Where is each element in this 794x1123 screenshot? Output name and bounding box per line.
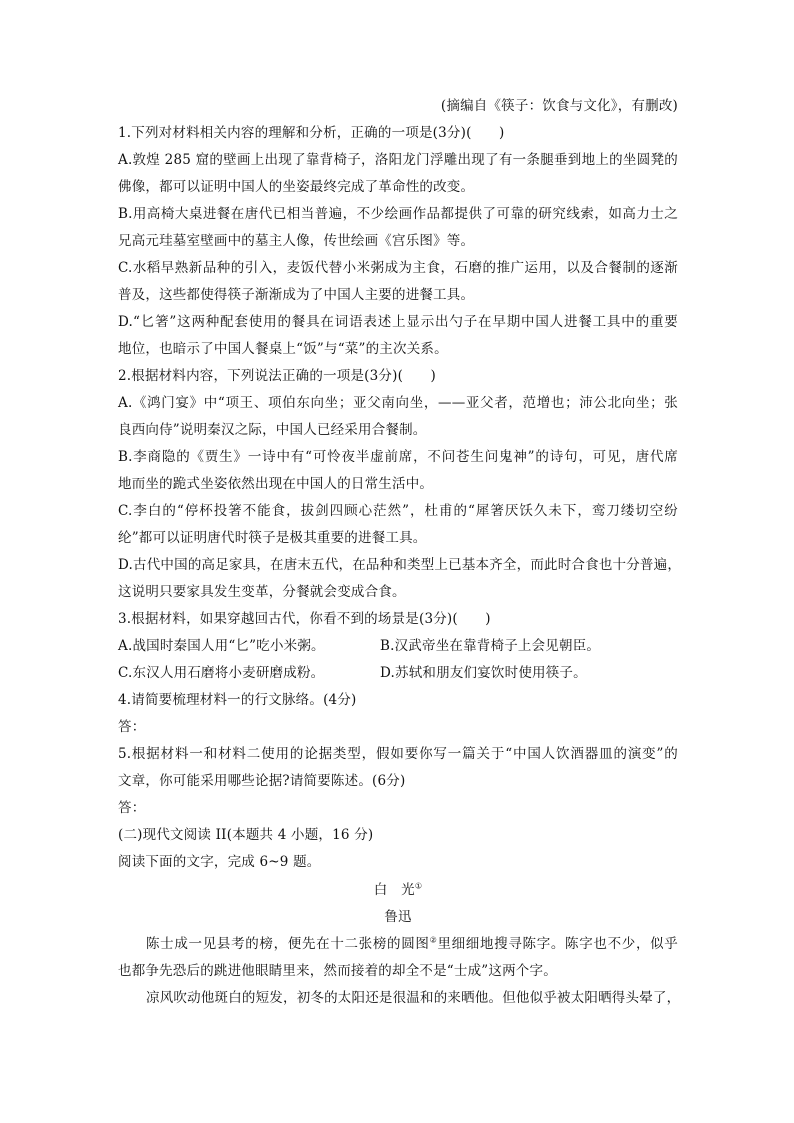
footnote-marker: ② [429, 935, 438, 945]
question-5-answer-label: 答： [118, 800, 146, 816]
story-title [118, 880, 678, 900]
question-4-stem: 4.请简要梳理材料一的行文脉络。(4分) [118, 692, 357, 708]
story-title-text: 白 光 [373, 882, 415, 898]
story-paragraph-2-line-1: 凉风吹动他斑白的短发，初冬的太阳还是很温和的来晒他。但他似乎被太阳晒得头晕了， [146, 990, 681, 1006]
question-4-answer-label: 答： [118, 719, 146, 735]
question-1-option-c: C.水稻早熟新品种的引入，麦饭代替小米粥成为主食，石磨的推广运用，以及合餐制的逐渐 [118, 260, 678, 276]
question-2-option-d-cont: 这说明只要家具发生变革，分餐就会变成合食。 [118, 584, 406, 600]
question-5-stem-cont: 文章，你可能采用哪些论据?请简要陈述。(6分) [118, 773, 406, 789]
question-1-option-b-cont: 兄高元珪墓室壁画中的墓主人像，传世绘画《宫乐图》等。 [118, 233, 475, 249]
question-2-option-d: D.古代中国的高足家具，在唐末五代，在品种和类型上已基本齐全，而此时合食也十分普遍， [118, 557, 682, 573]
question-2-option-c-cont: 纶”都可以证明唐代时筷子是极其重要的进餐工具。 [118, 530, 427, 546]
question-5-stem: 5.根据材料一和材料二使用的论据类型，假如要你写一篇关于“中国人饮酒器皿的演变”的 [118, 746, 678, 762]
story-text: 里细细地搜寻陈字。陈字也不少，似乎 [437, 936, 678, 952]
story-author: 鲁迅 [384, 909, 412, 925]
question-2-option-c: C.李白的“停杯投箸不能食，拔剑四顾心茫然”，杜甫的“犀箸厌饫久未下，鸾刀缕切空纷 [118, 503, 678, 519]
question-1-option-a: A.敦煌 285 窟的壁画上出现了靠背椅子，洛阳龙门浮雕出现了有一条腿垂到地上的坐圆凳的 [118, 152, 678, 168]
section-heading: (二)现代文阅读 II(本题共 4 小题，16 分) [118, 827, 374, 843]
question-1-option-b: B.用高椅大桌进餐在唐代已相当普遍，不少绘画作品都提供了可靠的研究线索，如高力士之 [118, 206, 678, 222]
story-text: 陈士成一见县考的榜，便先在十二张榜的圆图 [146, 936, 430, 952]
question-2-option-b-cont: 地而坐的跪式坐姿依然出现在中国人的日常生活中。 [118, 476, 434, 492]
story-paragraph-1-line-1 [146, 934, 678, 954]
question-1-option-c-cont: 普及，这些都使得筷子渐渐成为了中国人主要的进餐工具。 [118, 287, 475, 303]
question-3-stem: 3.根据材料，如果穿越回古代，你看不到的场景是(3分)( ) [118, 611, 491, 627]
story-paragraph-1-line-2: 也都争先恐后的跳进他眼睛里来，然而接着的却全不是“士成”这两个字。 [118, 963, 557, 979]
question-1-stem: 1.下列对材料相关内容的理解和分析，正确的一项是(3分)( ) [118, 125, 505, 141]
title-footnote-marker: ① [414, 881, 423, 891]
question-1-option-d-cont: 地位，也暗示了中国人餐桌上“饭”与“菜”的主次关系。 [118, 341, 448, 357]
question-3-option-a: A.战国时秦国人用“匕”吃小米粥。 [118, 638, 325, 654]
question-2-stem: 2.根据材料内容，下列说法正确的一项是(3分)( ) [118, 368, 436, 384]
section-instruction: 阅读下面的文字，完成 6~9 题。 [118, 854, 321, 870]
question-3-option-b: B.汉武帝坐在靠背椅子上会见朝臣。 [380, 638, 601, 654]
question-2-option-a-cont: 良西向侍”说明秦汉之际，中国人已经采用合餐制。 [118, 422, 427, 438]
question-1-option-d: D.“匕箸”这两种配套使用的餐具在词语表述上显示出勺子在早期中国人进餐工具中的重要 [118, 314, 678, 330]
question-1-option-a-cont: 佛像，都可以证明中国人的坐姿最终完成了革命性的改变。 [118, 179, 475, 195]
question-2-option-a: A.《鸿门宴》中“项王、项伯东向坐；亚父南向坐，——亚父者，范增也；沛公北向坐；张 [118, 395, 678, 411]
question-2-option-b: B.李商隐的《贾生》一诗中有“可怜夜半虚前席，不问苍生问鬼神”的诗句，可见，唐代席 [118, 449, 678, 465]
question-3-option-d: D.苏轼和朋友们宴饮时使用筷子。 [380, 665, 587, 681]
source-citation: (摘编自《筷子：饮食与文化》，有删改) [440, 98, 678, 114]
question-3-option-c: C.东汉人用石磨将小麦研磨成粉。 [118, 665, 325, 681]
